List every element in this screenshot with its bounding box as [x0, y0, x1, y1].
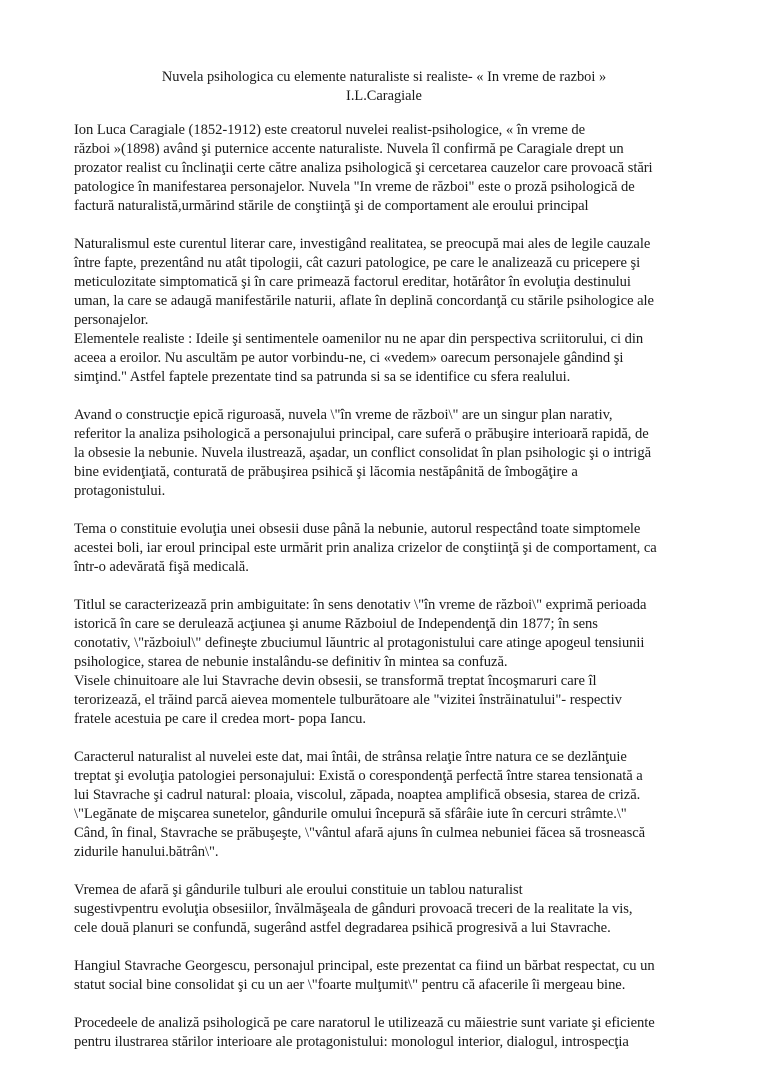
text-line: lui Stavrache şi cadrul natural: ploaia, viscolul, zăpada, noaptea amplifică obsesia, starea de criză. [74, 787, 641, 803]
document-title [0, 68, 768, 106]
text-line: factură naturalistă,urmărind stările de conştiinţă şi de comportament ale eroului principal [74, 198, 589, 214]
text-line: Hangiul Stavrache Georgescu, personajul principal, este prezentat ca fiind un bărbat respectat, cu un [74, 958, 655, 974]
text-line: protagonistului. [74, 483, 166, 499]
paragraph [74, 957, 714, 995]
text-line: Visele chinuitoare ale lui Stavrache devin obsesii, se transformă treptat încoşmaruri care îl [74, 673, 597, 689]
text-line: la obsesie la nebunie. Nuvela ilustrează, aşadar, un conflict consolidat în plan psihologic şi o intrigă [74, 445, 651, 461]
paragraph [74, 748, 714, 862]
text-line: cele două planuri se confundă, sugerând astfel degradarea psihică progresivă a lui Stavrache. [74, 920, 611, 936]
paragraph [74, 596, 714, 672]
text-line: sugestivpentru evoluţia obsesiilor, învălmăşeala de gânduri provoacă treceri de la realitate la vis, [74, 901, 633, 917]
text-line: Ion Luca Caragiale (1852-1912) este creatorul nuvelei realist-psihologice, « în vreme de [74, 122, 586, 138]
text-line: istorică în care se derulează acţiunea şi anume Războiul de Independenţă din 1877; în sens [74, 616, 598, 632]
text-line: simţind." Astfel faptele prezentate tind sa patrunda si sa se identifice cu sfera realului. [74, 369, 571, 385]
paragraph [74, 1014, 714, 1052]
text-line: \"Legănate de mişcarea sunetelor, gândurile omului începură să sfârâie iute în cercuri strâmte.\" [74, 806, 627, 822]
text-line: uman, la care se adaugă manifestările naturii, aflate în deplină concordanţă cu stările psihologice ale [74, 293, 654, 309]
text-line: Titlul se caracterizează prin ambiguitate: în sens denotativ \"în vreme de război\" exprimă perioada [74, 597, 647, 613]
paragraph [74, 235, 714, 330]
text-line: statut social bine consolidat şi cu un aer \"foarte mulţumit\" pentru că afacerile îi mergeau bine. [74, 977, 626, 993]
text-line: Caracterul naturalist al nuvelei este dat, mai întâi, de strânsa relaţie între natura ce se dezlănţuie [74, 749, 627, 765]
text-line: aceea a eroilor. Nu ascultăm pe autor vorbindu-ne, ci «vedem» oarecum personajele gândind şi [74, 350, 624, 366]
document-body [74, 121, 714, 1071]
text-line: prozator realist cu înclinaţii certe către analiza psihologică şi cercetarea cauzelor care provoacă stări [74, 160, 653, 176]
text-line: patologice în manifestarea personajelor. Nuvela "In vreme de război" este o proză psihologică de [74, 179, 635, 195]
paragraph [74, 406, 714, 501]
text-line: meticulozitate simptomatică şi în care primează factorul ereditar, hotărâtor în evoluţia destinului [74, 274, 631, 290]
text-line: acestei boli, iar eroul principal este urmărit prin analiza crizelor de conştiinţă şi de comportament, ca [74, 540, 657, 556]
text-line: Naturalismul este curentul literar care, investigând realitatea, se preocupă mai ales de legile cauzale [74, 236, 651, 252]
paragraph [74, 121, 714, 216]
paragraph [74, 520, 714, 577]
title-line: Nuvela psihologica cu elemente naturaliste si realiste- « In vreme de razboi » [161, 69, 607, 85]
text-line: război »(1898) având şi puternice accente naturaliste. Nuvela îl confirmă pe Caragiale drept un [74, 141, 624, 157]
text-line: psihologice, starea de nebunie instalându-se definitiv în mintea sa confuză. [74, 654, 508, 670]
text-line: fratele acestuia pe care il credea mort- popa Iancu. [74, 711, 366, 727]
text-line: treptat şi evoluţia patologiei personajului: Există o corespondenţă perfectă între starea tensionată a [74, 768, 643, 784]
paragraph [74, 672, 714, 729]
text-line: Procedeele de analiză psihologică pe care naratorul le utilizează cu măiestrie sunt variate şi eficiente [74, 1015, 655, 1031]
text-line: personajelor. [74, 312, 149, 328]
text-line: bine evidenţiată, conturată de prăbuşirea psihică şi lăcomia nestăpânită de îmbogăţire a [74, 464, 578, 480]
text-line: Elementele realiste : Ideile şi sentimentele oamenilor nu ne apar din perspectiva scriitorului, ci din [74, 331, 644, 347]
text-line: conotativ, \"războiul\" defineşte zbuciumul lăuntric al protagonistului care atinge apogeul tensiunii [74, 635, 645, 651]
text-line: zidurile hanului.bătrân\". [74, 844, 219, 860]
text-line: Când, în final, Stavrache se prăbuşeşte, \"vântul afară ajuns în culmea nebuniei făcea să trosnească [74, 825, 646, 841]
text-line: Avand o construcţie epică riguroasă, nuvela \"în vreme de război\" are un singur plan narativ, [74, 407, 613, 423]
text-line: Vremea de afară şi gândurile tulburi ale eroului constituie un tablou naturalist [74, 882, 523, 898]
paragraph [74, 330, 714, 387]
author-line: I.L.Caragiale [346, 88, 422, 104]
text-line: Tema o constituie evoluţia unei obsesii duse până la nebunie, autorul respectând toate simptomele [74, 521, 641, 537]
text-line: terorizează, el trăind parcă aievea momentele tulburătoare ale "vizitei înstrăinatului"- respectiv [74, 692, 622, 708]
text-line: referitor la analiza psihologică a personajului principal, care suferă o prăbuşire interioară rapidă, de [74, 426, 649, 442]
paragraph [74, 881, 714, 938]
text-line: într-o adevărată fişă medicală. [74, 559, 249, 575]
text-line: pentru ilustrarea stărilor interioare ale protagonistului: monologul interior, dialogul, introspecţia [74, 1034, 629, 1050]
text-line: între fapte, prezentând nu atât tipologii, cât cazuri patologice, pe care le analizează cu pricepere şi [74, 255, 641, 271]
